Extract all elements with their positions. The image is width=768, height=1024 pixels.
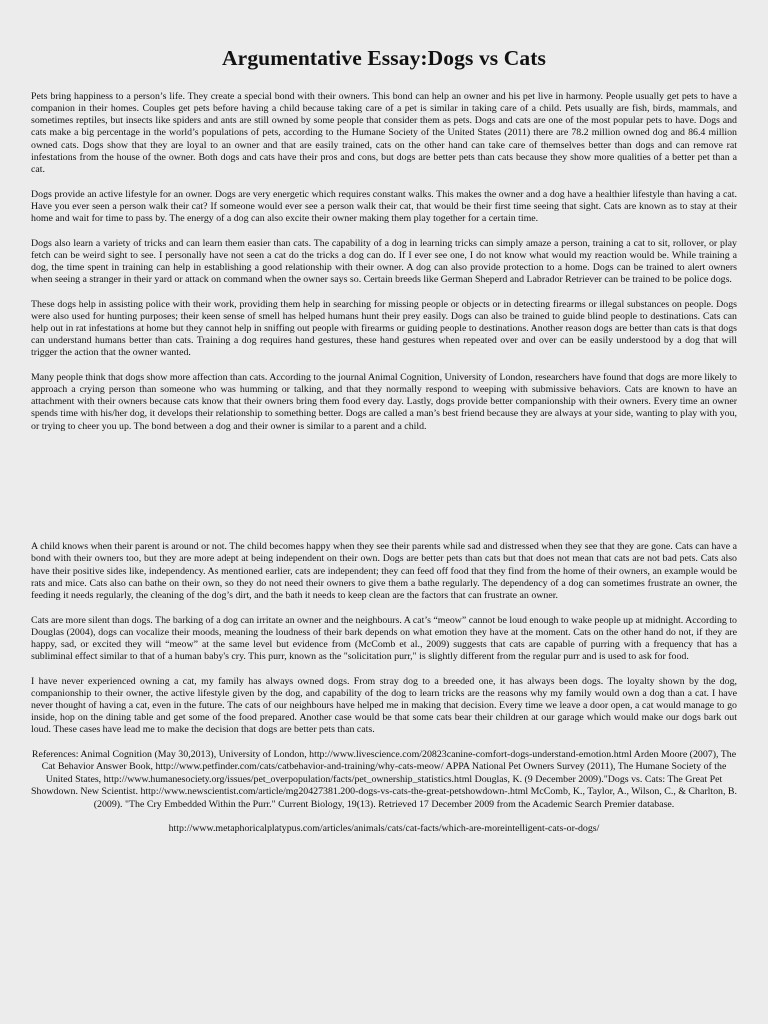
paragraph-conclusion: I have never experienced owning a cat, my family has always owned dogs. From stray dog to a breeded one, it has always been dogs. The loyalty shown by the dog, companionship to their owner, the active lifestyle given by the dog, and capability of the dog to learn tricks are the reasons why my family would own a dog than a cat. I have never thought of having a cat, even in the future. The cats of our neighbours have helped me in making that decision. Every time we leave a door open, a cat would manage to go inside, hop on the dining table and get some of the food prepared. Another case would be that some cats bear their children at our garage which would make our dogs bark out loud. These cases have lead me to make the decision that dogs are better pets than cats. (31, 675, 737, 736)
paragraph-active-lifestyle: Dogs provide an active lifestyle for an owner. Dogs are very energetic which requires constant walks. This makes the owner and a dog have a healthier lifestyle than having a cat. Have you ever seen a person walk their cat? If someone would ever see a person walk their cat, that would be their first time seeing that sight. Cats are known as to stay at their home and wait for time to pass by. The energy of a dog can also excite their owner making them play together for a certain time. (31, 188, 737, 224)
paragraph-independence: A child knows when their parent is around or not. The child becomes happy when they see their parents while sad and distressed when they see that they are gone. Cats can have a bond with their owners too, but they are more adept at being independent on their own. Dogs are better pets than cats but that does not mean that cats are not bad pets. Cats also have their positive sides like, independency. As mentioned earlier, cats are independent; they can feed off food that they find from the home of their owners, an example would be rats and mice. Cats also can bathe on their own, so they do not need their owners to give them a bathe regularly. The dependency of a dog can sometimes frustrate an owner, the feeding it needs regularly, the cleaning of the dog’s dirt, and the bath it needs to keep clean are the factors that can frustrate an owner. (31, 541, 737, 601)
essay-title: Argumentative Essay:Dogs vs Cats (222, 46, 546, 70)
references: References: Animal Cognition (May 30,2013), University of London, http://www.livescience.com/20823canine-comfort-dogs-understand-emotion.html Arden Moore (2007), The Cat Behavior Answer Book, http://www.petfinder.com/cats/catbehavior-and-training/why-cats-meow/ APPA National Pet Owners Survey (2011), The Humane Society of the United States, http://www.humanesociety.org/issues/pet_overpopulation/facts/pet_ownership_statistics.html Douglas, K. (9 December 2009)."Dogs vs. Cats: The Great Pet Showdown. New Scientist. http://www.newscientist.com/article/mg20427381.200-dogs-vs-cats-the-great-petshowdown-.html McComb, K., Taylor, A., Wilson, C., & Charlton, B. (2009). "The Cry Embedded Within the Purr." Current Biology, 19(13). Retrieved 17 December 2009 from the Academic Search Premier database. (31, 748, 737, 810)
reference-final-url: http://www.metaphoricalplatypus.com/articles/animals/cats/cat-facts/which-are-moreintelligent-cats-or-dogs/ (168, 823, 600, 835)
paragraph-silence: Cats are more silent than dogs. The barking of a dog can irritate an owner and the neighbours. A cat’s “meow” cannot be loud enough to wake people up at midnight. According to Douglas (2004), dogs can vocalize their moods, meaning the loudness of their bark depends on what emotion they have at the moment. Cats on the other hand do not, if they are happy, sad, or excited they will “meow” at the same level but evidence from (McComb et al., 2009) suggests that cats are capable of purring with a frequency that has a subliminal effect similar to that of a human baby's cry. This purr, known as the "solicitation purr," is slightly different from the regular purr and is used to ask for food. (31, 614, 737, 662)
blank-gap (31, 445, 737, 541)
paragraph-intro: Pets bring happiness to a person’s life. They create a special bond with their owners. This bond can help an owner and his pet live in harmony. People usually get pets to have a companion in their homes. Couples get pets before having a child because taking care of a pet is similar in taking care of a child. Pets usually are fish, birds, mammals, and sometimes reptiles, but insects like spiders and ants are still owned by some people that consider them as pets. Dogs and cats are one of the most popular pets to have. Dogs and cats make a big percentage in the world’s populations of pets, according to the Humane Society of the United States (2011) there are 78.2 million owned dog and 86.4 million owned cats. Dogs show that they are loyal to an owner and that are easily trained, cats on the other hand can take care of themselves better than dogs and can remove rat infestations from the house of the owner. Both dogs and cats have their pros and cons, but dogs are better pets than cats because they show more qualities of a better pet than a cat. (31, 91, 737, 175)
paragraph-affection: Many people think that dogs show more affection than cats. According to the journal Animal Cognition, University of London, researchers have found that dogs are more likely to approach a crying person than someone who was humming or talking, and that they normally respond to weeping with submissive behaviors. Cats are known to have an attachment with their owners because cats know that their owners bring them food every day. Lastly, dogs provide better companionship with their owners. Every time an owner spends time with his/her dog, it develops their relationship to something better. Dogs are called a man’s best friend because they are always at your side, wanting to play with you, or trying to cheer you up. The bond between a dog and their owner is similar to a parent and a child. (31, 371, 737, 432)
paragraph-police-dogs: These dogs help in assisting police with their work, providing them help in searching for missing people or objects or in detecting firearms or illegal substances on people. Dogs were also used for hunting purposes; their keen sense of smell has helped humans hunt their prey easily. Dogs can also be trained to guide blind people to destinations. Cats can help out in rat infestations at home but they cannot help in sniffing out people with firearms or guiding people to destinations. Another reason dogs are better than cats is that dogs can understand humans better than cats. Training a dog requires hand gestures, these hand gestures when repeated over and over can be easily understood by a dog that will trigger the action that the owner wanted. (31, 298, 737, 359)
paragraph-tricks: Dogs also learn a variety of tricks and can learn them easier than cats. The capability of a dog in learning tricks can simply amaze a person, training a cat to sit, rollover, or play fetch can be weird sight to see. I personally have not seen a cat do the tricks a dog can do. If I ever see one, I do not know what would my reaction would be. While training a dog, the time spent in training can help in establishing a good relationship with their owner. A dog can also provide protection to a home. Dogs can be trained to alert owners when seeing a stranger in their yard or attack on command when the owner says so. Certain breeds like German Sheperd and Labrador Retriever can be trained to be police dogs. (31, 237, 737, 286)
